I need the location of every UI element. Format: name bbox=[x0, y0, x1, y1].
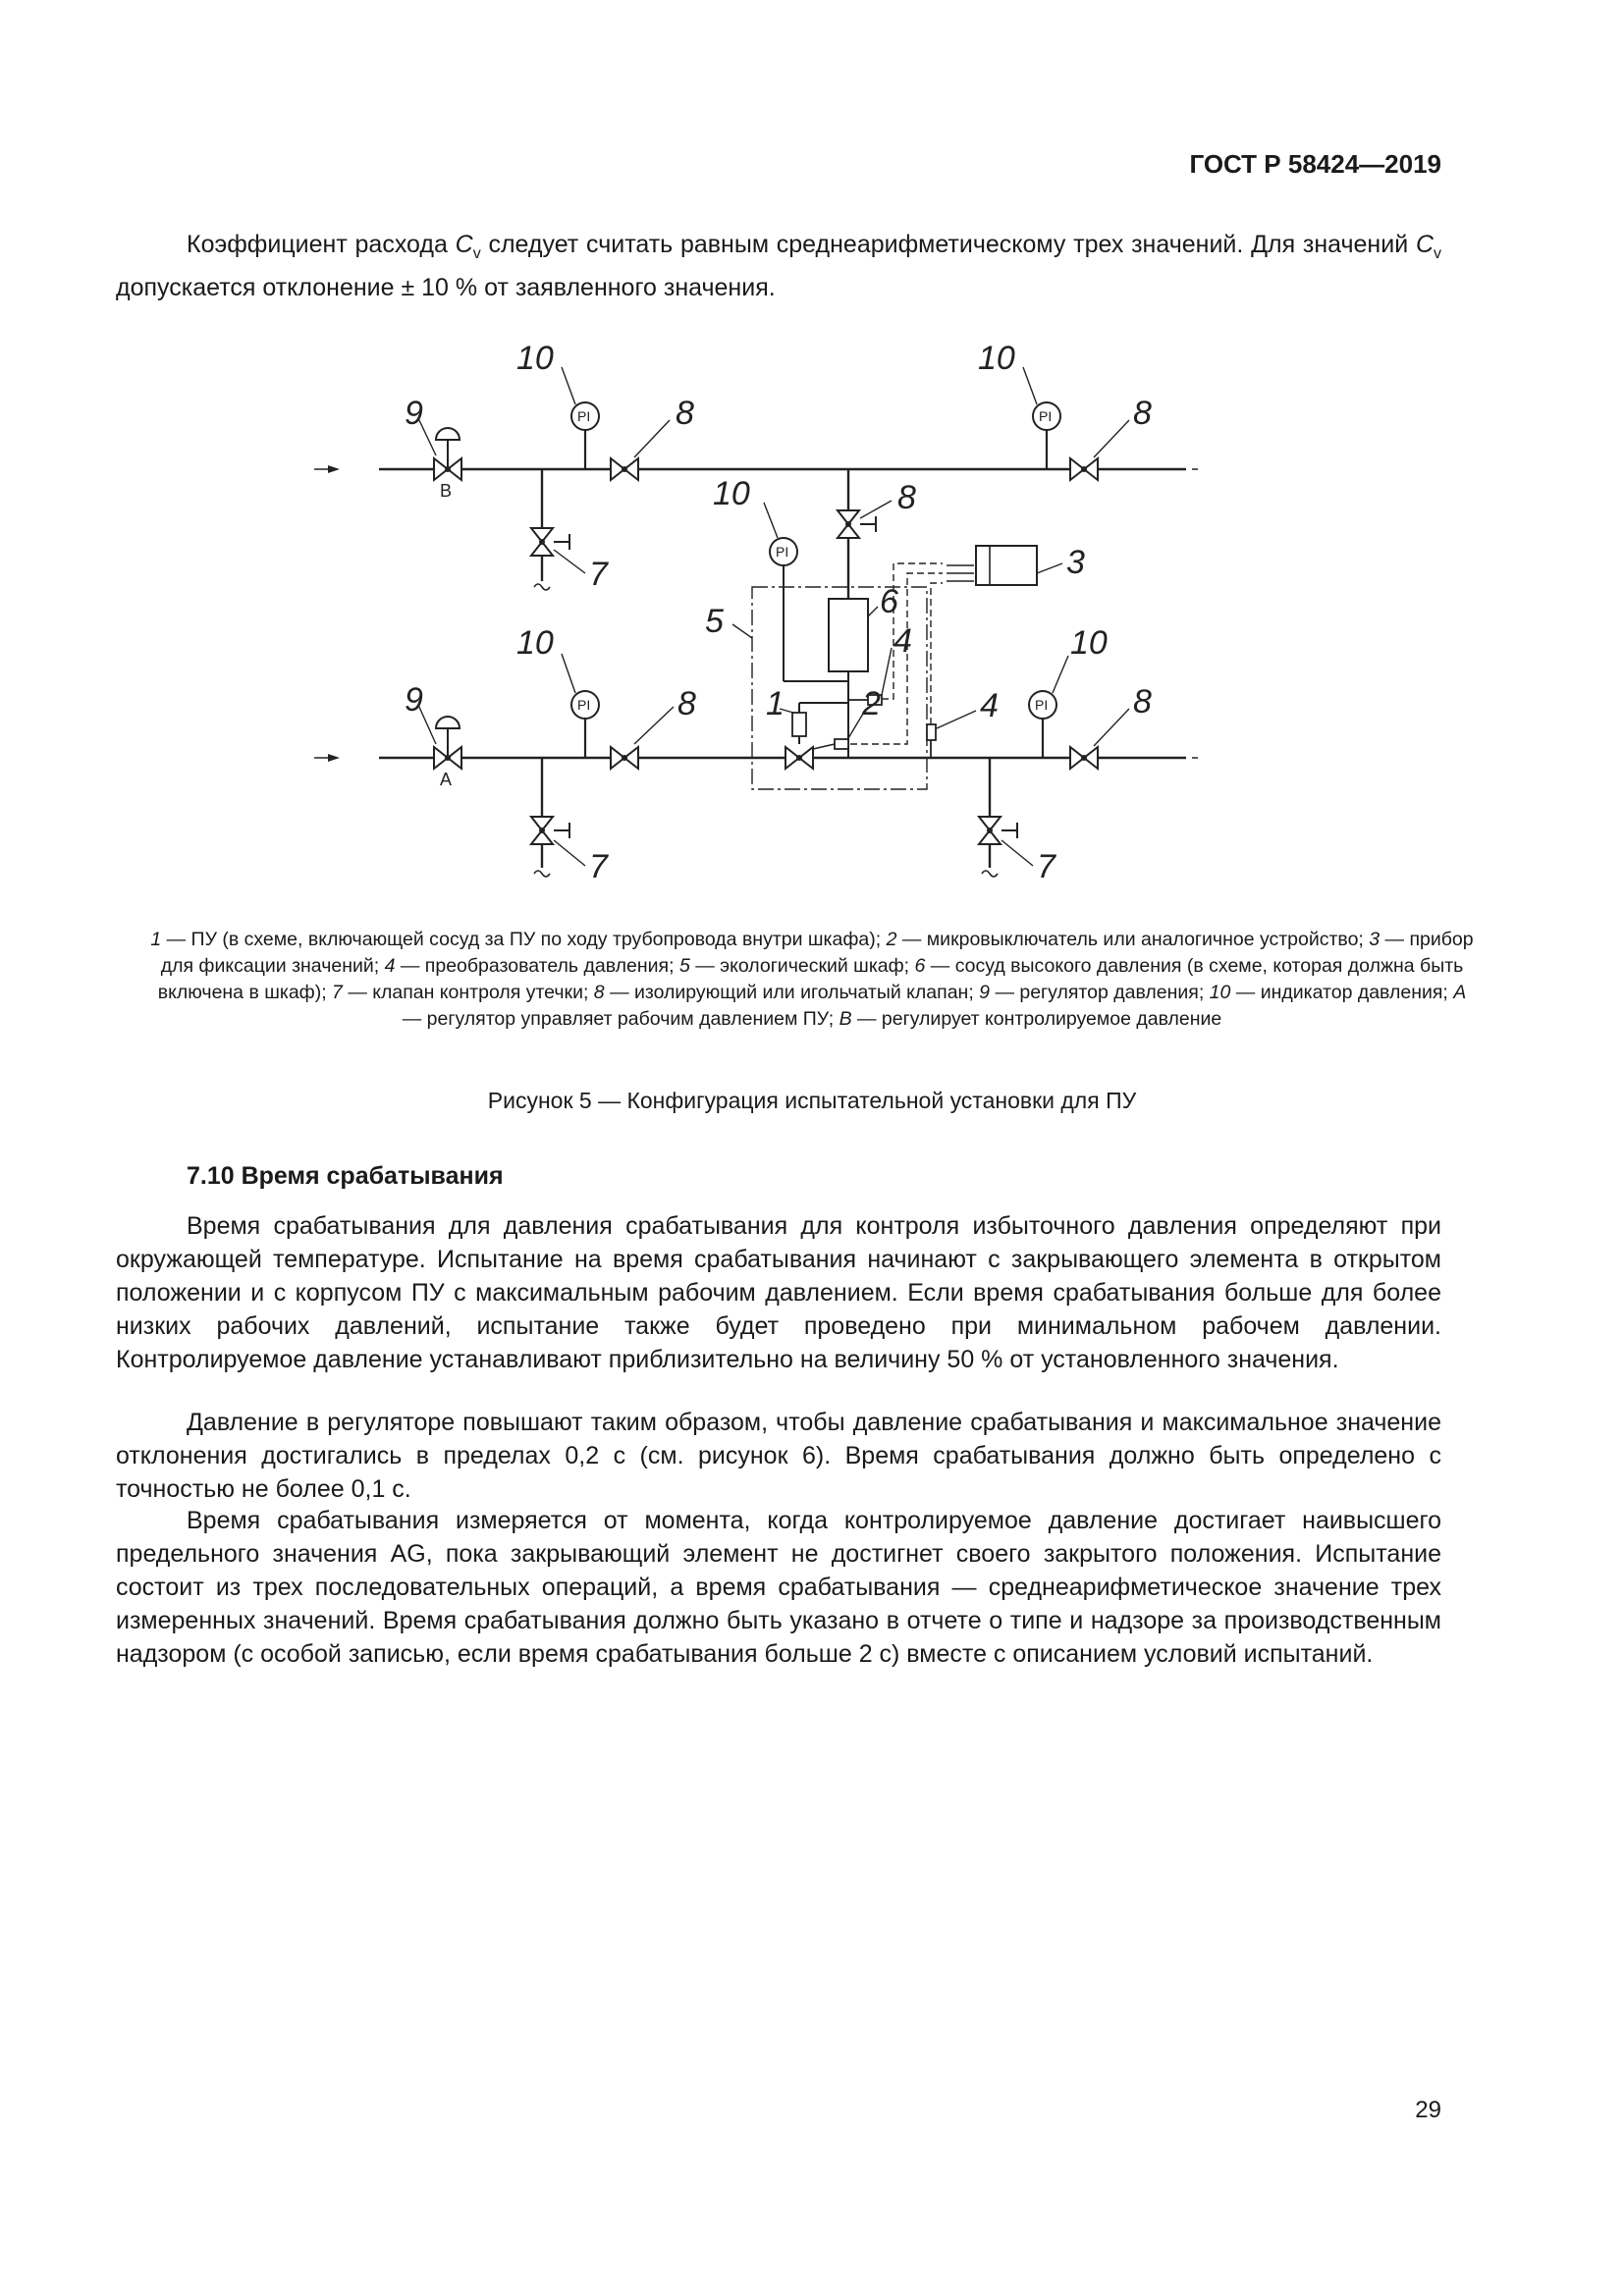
svg-text:A: A bbox=[440, 770, 453, 789]
svg-text:PI: PI bbox=[1035, 697, 1049, 713]
actuator bbox=[792, 713, 806, 736]
svg-text:9: 9 bbox=[405, 681, 423, 719]
pressure-vessel bbox=[829, 599, 868, 671]
legend-item-text: — регулирует контролируемое давление bbox=[851, 1008, 1222, 1030]
document-number: ГОСТ Р 58424—2019 bbox=[1189, 149, 1441, 179]
page-number: 29 bbox=[1415, 2097, 1441, 2123]
regulator-icon bbox=[434, 717, 461, 769]
legend-item-text: — микровыключатель или аналогичное устройство; bbox=[896, 929, 1370, 950]
svg-text:PI: PI bbox=[776, 544, 789, 560]
intro-paragraph: Коэффициент расхода $C_v$ следует считать равным среднеарифметическому трех значений. Для значений $C_v$ допускается отклонение ± 10 % от заявленного значения. bbox=[116, 231, 1441, 301]
legend-item-text: — регулятор давления; bbox=[990, 982, 1210, 1003]
safety-device-valve-icon bbox=[785, 747, 813, 769]
legend-item-number: 2 bbox=[886, 929, 897, 950]
section-paragraph: Время срабатывания измеряется от момента, когда контролируемое давление достигает наивысшего предельного значения AG, пока закрывающий элемент не достигнет своего закрытого положения. Испытание состоит из трех последовательных операций, а время срабатывания — среднеарифметическое значение трех измеренных значений. Время срабатывания должно быть указано в отчете о типе и надзоре за производственным надзором (с особой записью, если время срабатывания больше 2 с) вместе с описанием условий испытаний. bbox=[116, 1507, 1441, 1668]
svg-text:6: 6 bbox=[880, 583, 898, 620]
pressure-gauge-icon bbox=[1029, 691, 1056, 719]
svg-text:1: 1 bbox=[766, 685, 785, 722]
section-paragraph: Давление в регуляторе повышают таким образом, чтобы давление срабатывания и максимальное значение отклонения достигались в пределах 0,2 с (см. рисунок 6). Время срабатывания должно быть определено с точностью не более 0,1 с. bbox=[116, 1409, 1441, 1503]
svg-text:PI: PI bbox=[1039, 408, 1053, 424]
legend-item-number: 6 bbox=[914, 955, 926, 977]
legend-item-text: — изолирующий или игольчатый клапан; bbox=[604, 982, 980, 1003]
svg-text:5: 5 bbox=[705, 603, 724, 640]
svg-text:2: 2 bbox=[862, 685, 881, 722]
isolating-valve-icon bbox=[1070, 458, 1098, 480]
pressure-gauge-icon bbox=[571, 691, 599, 719]
svg-text:8: 8 bbox=[677, 685, 696, 722]
svg-text:PI: PI bbox=[577, 408, 591, 424]
section-paragraph: Время срабатывания для давления срабатывания для контроля избыточного давления определяют при окружающей температуре. Испытание на время срабатывания начинают с закрывающего элемента в открытом положении и с корпусом ПУ с максимальным рабочим давлением. Если время срабатывания больше для более низких рабочих давлений, испытание также будет проведено при минимальном рабочем давлении. Контролируемое давление устанавливают приблизительно на величину 50 % от установленного значения. bbox=[116, 1212, 1441, 1373]
pressure-transducer-icon bbox=[927, 724, 936, 740]
isolating-valve-icon bbox=[838, 510, 859, 538]
recorder-device bbox=[976, 546, 1037, 585]
isolating-valve-icon bbox=[611, 747, 638, 769]
svg-text:4: 4 bbox=[980, 687, 999, 724]
cv-symbol: $C_v$ bbox=[455, 231, 481, 262]
legend-item-number: 4 bbox=[384, 955, 396, 977]
svg-text:10: 10 bbox=[516, 342, 554, 377]
legend-item-text: — ПУ (в схеме, включающей сосуд за ПУ по ходу трубопровода внутри шкафа); bbox=[161, 929, 887, 950]
flow-arrow-icon bbox=[314, 754, 340, 762]
svg-text:PI: PI bbox=[577, 697, 591, 713]
leak-check-valve-icon bbox=[531, 817, 569, 877]
leak-check-valve-icon bbox=[531, 528, 569, 590]
leak-check-valve-icon bbox=[979, 817, 1017, 877]
legend-item-number: B bbox=[839, 1008, 852, 1030]
svg-text:8: 8 bbox=[676, 395, 694, 432]
svg-text:7: 7 bbox=[589, 848, 608, 885]
svg-text:B: B bbox=[440, 481, 453, 501]
legend-item-text: — экологический шкаф; bbox=[689, 955, 915, 977]
flow-arrow-icon bbox=[1192, 754, 1198, 762]
cv-symbol: $C_v$ bbox=[1415, 231, 1441, 262]
isolating-valve-icon bbox=[1070, 747, 1098, 769]
svg-text:10: 10 bbox=[516, 624, 554, 662]
legend-item-number: 5 bbox=[678, 955, 690, 977]
svg-text:3: 3 bbox=[1066, 544, 1085, 581]
svg-text:10: 10 bbox=[1070, 624, 1108, 662]
legend-item-text: — клапан контроля утечки; bbox=[342, 982, 594, 1003]
pressure-gauge-icon bbox=[770, 538, 797, 565]
pressure-gauge-icon bbox=[1033, 402, 1060, 430]
figure-legend bbox=[147, 927, 1477, 1033]
legend-item-text: — регулятор управляет рабочим давлением ПУ; bbox=[402, 1008, 839, 1030]
legend-item-number: 3 bbox=[1369, 929, 1380, 950]
flow-arrow-icon bbox=[1192, 465, 1198, 473]
section-heading: 7.10 Время срабатывания bbox=[187, 1162, 504, 1190]
figure-caption: Рисунок 5 — Конфигурация испытательной установки для ПУ bbox=[487, 1088, 1137, 1113]
legend-item-text: — сосуд высокого давления (в схеме, которая должна быть включена в шкаф); bbox=[157, 955, 1464, 1003]
svg-text:8: 8 bbox=[897, 479, 916, 516]
svg-text:10: 10 bbox=[978, 342, 1015, 377]
pressure-gauge-icon bbox=[571, 402, 599, 430]
legend-item-number: 9 bbox=[979, 982, 991, 1003]
microswitch-icon bbox=[835, 739, 848, 749]
svg-text:7: 7 bbox=[1037, 848, 1056, 885]
legend-item-number: 8 bbox=[593, 982, 605, 1003]
test-setup-diagram bbox=[314, 342, 1198, 901]
legend-item-number: A bbox=[1453, 982, 1467, 1003]
svg-text:7: 7 bbox=[589, 556, 608, 593]
flow-arrow-icon bbox=[314, 465, 340, 473]
svg-text:10: 10 bbox=[713, 475, 750, 512]
legend-item-number: 1 bbox=[150, 929, 162, 950]
svg-text:4: 4 bbox=[893, 622, 912, 660]
svg-text:8: 8 bbox=[1133, 683, 1152, 721]
legend-item-number: 10 bbox=[1209, 982, 1231, 1003]
legend-item-text: — преобразователь давления; bbox=[395, 955, 679, 977]
svg-text:9: 9 bbox=[405, 395, 423, 432]
diagram-svg bbox=[314, 342, 1198, 901]
legend-item-text: — прибор для фиксации значений; bbox=[160, 929, 1474, 977]
regulator-icon bbox=[434, 428, 461, 480]
legend-item-text: — индикатор давления; bbox=[1230, 982, 1454, 1003]
svg-text:8: 8 bbox=[1133, 395, 1152, 432]
isolating-valve-icon bbox=[611, 458, 638, 480]
legend-item-number: 7 bbox=[332, 982, 343, 1003]
